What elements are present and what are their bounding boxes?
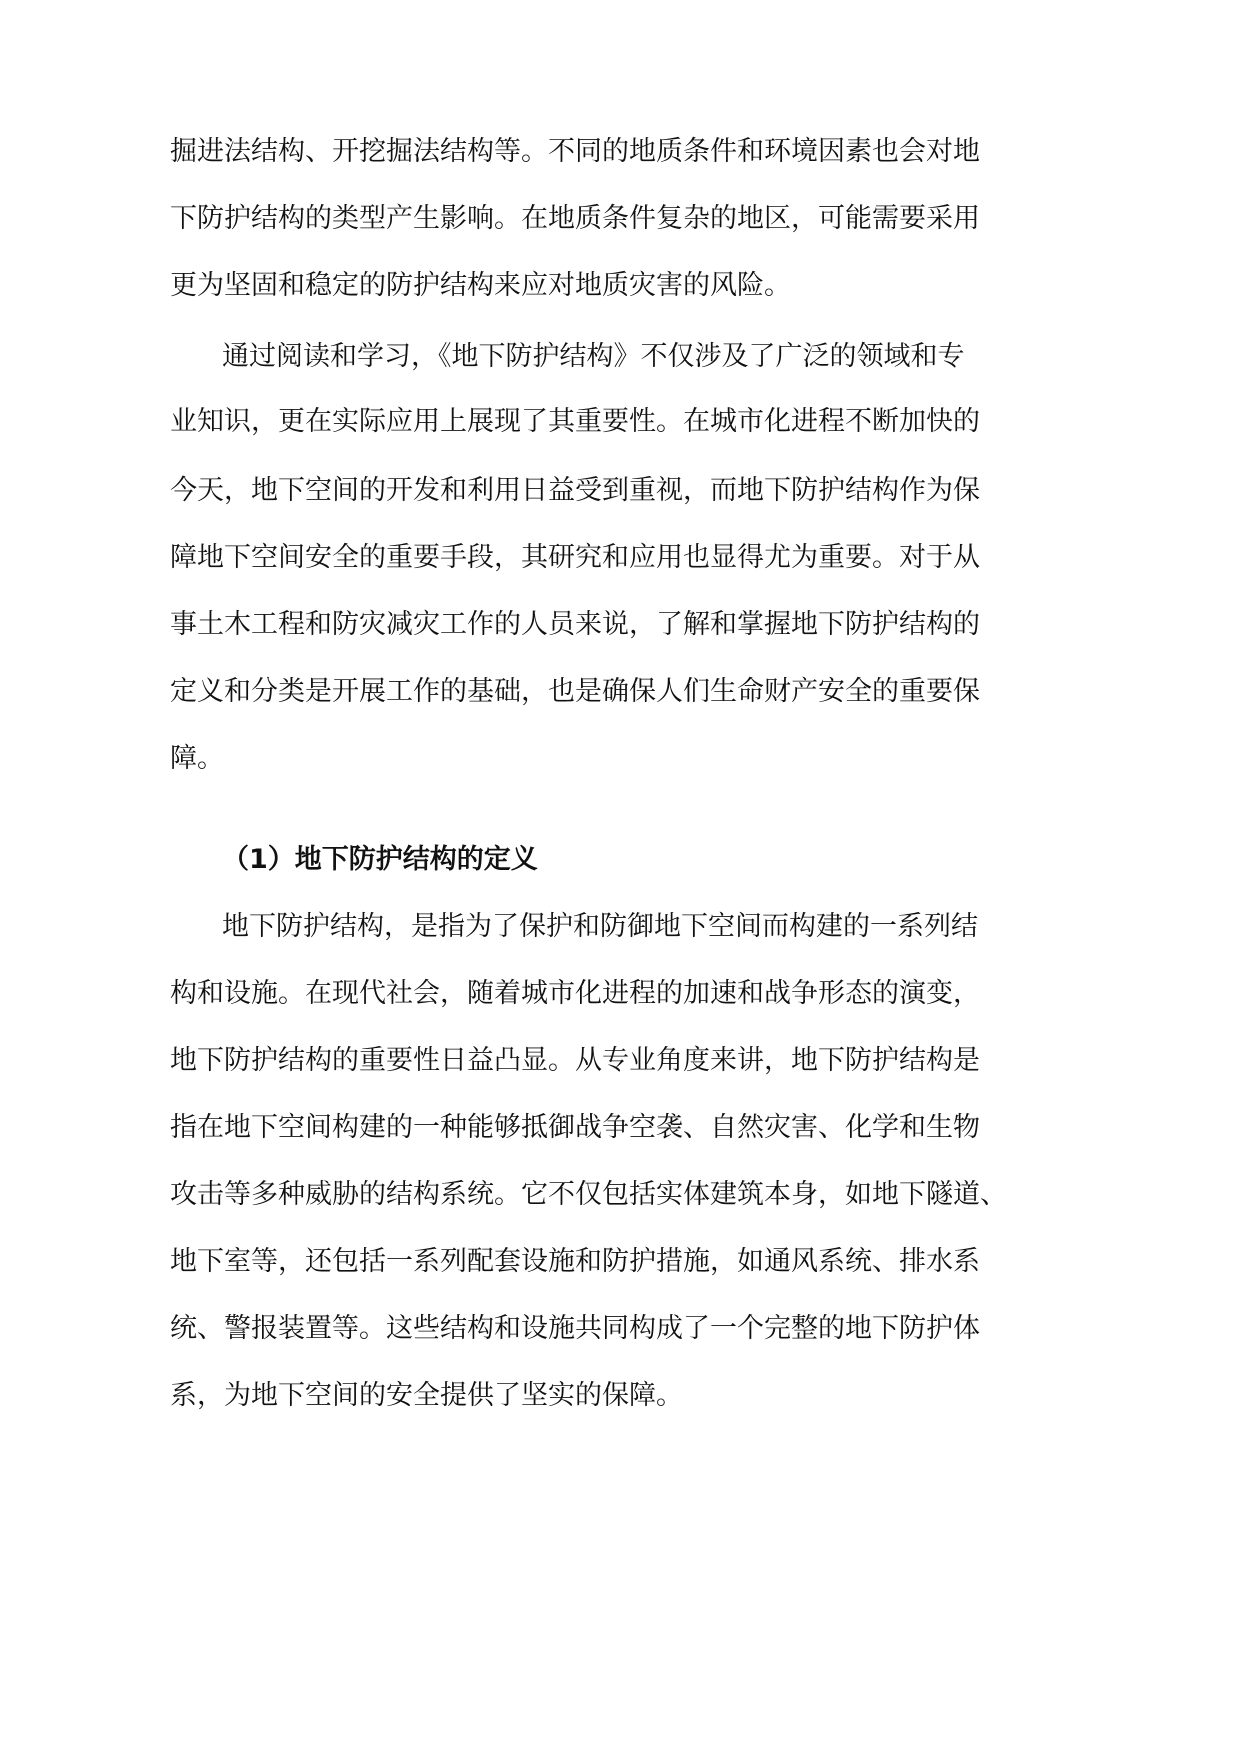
paragraph-3-line-1: 地下防护结构，是指为了保护和防御地下空间而构建的一系列结 — [222, 911, 978, 942]
paragraph-2-line-1: 通过阅读和学习，《地下防护结构》不仅涉及了广泛的领域和专 — [222, 341, 965, 372]
paragraph-2-line-4: 障地下空间安全的重要手段，其研究和应用也显得尤为重要。对于从 — [170, 542, 980, 573]
paragraph-3-line-6: 地下室等，还包括一系列配套设施和防护措施，如通风系统、排水系 — [170, 1246, 980, 1277]
section-heading: （1）地下防护结构的定义 — [222, 844, 538, 875]
paragraph-3-line-2: 构和设施。在现代社会，随着城市化进程的加速和战争形态的演变， — [170, 978, 980, 1009]
paragraph-3-line-3: 地下防护结构的重要性日益凸显。从专业角度来讲，地下防护结构是 — [170, 1045, 980, 1076]
paragraph-1-line-2: 下防护结构的类型产生影响。在地质条件复杂的地区，可能需要采用 — [170, 203, 980, 234]
paragraph-2-line-3: 今天，地下空间的开发和利用日益受到重视，而地下防护结构作为保 — [170, 475, 980, 506]
paragraph-2-line-6: 定义和分类是开展工作的基础，也是确保人们生命财产安全的重要保 — [170, 676, 980, 707]
paragraph-1-line-1: 掘进法结构、开挖掘法结构等。不同的地质条件和环境因素也会对地 — [170, 136, 980, 167]
paragraph-3-line-7: 统、警报装置等。这些结构和设施共同构成了一个完整的地下防护体 — [170, 1313, 980, 1344]
paragraph-3-line-4: 指在地下空间构建的一种能够抵御战争空袭、自然灾害、化学和生物 — [170, 1112, 980, 1143]
paragraph-2-line-5: 事土木工程和防灾减灾工作的人员来说，了解和掌握地下防护结构的 — [170, 609, 980, 640]
paragraph-2-line-2: 业知识，更在实际应用上展现了其重要性。在城市化进程不断加快的 — [170, 406, 980, 437]
paragraph-1-line-3: 更为坚固和稳定的防护结构来应对地质灾害的风险。 — [170, 270, 791, 301]
paragraph-3-line-8: 系，为地下空间的安全提供了坚实的保障。 — [170, 1380, 683, 1411]
paragraph-3-line-5: 攻击等多种威胁的结构系统。它不仅包括实体建筑本身，如地下隧道、 — [170, 1179, 1007, 1210]
paragraph-2-line-7: 障。 — [170, 743, 224, 774]
